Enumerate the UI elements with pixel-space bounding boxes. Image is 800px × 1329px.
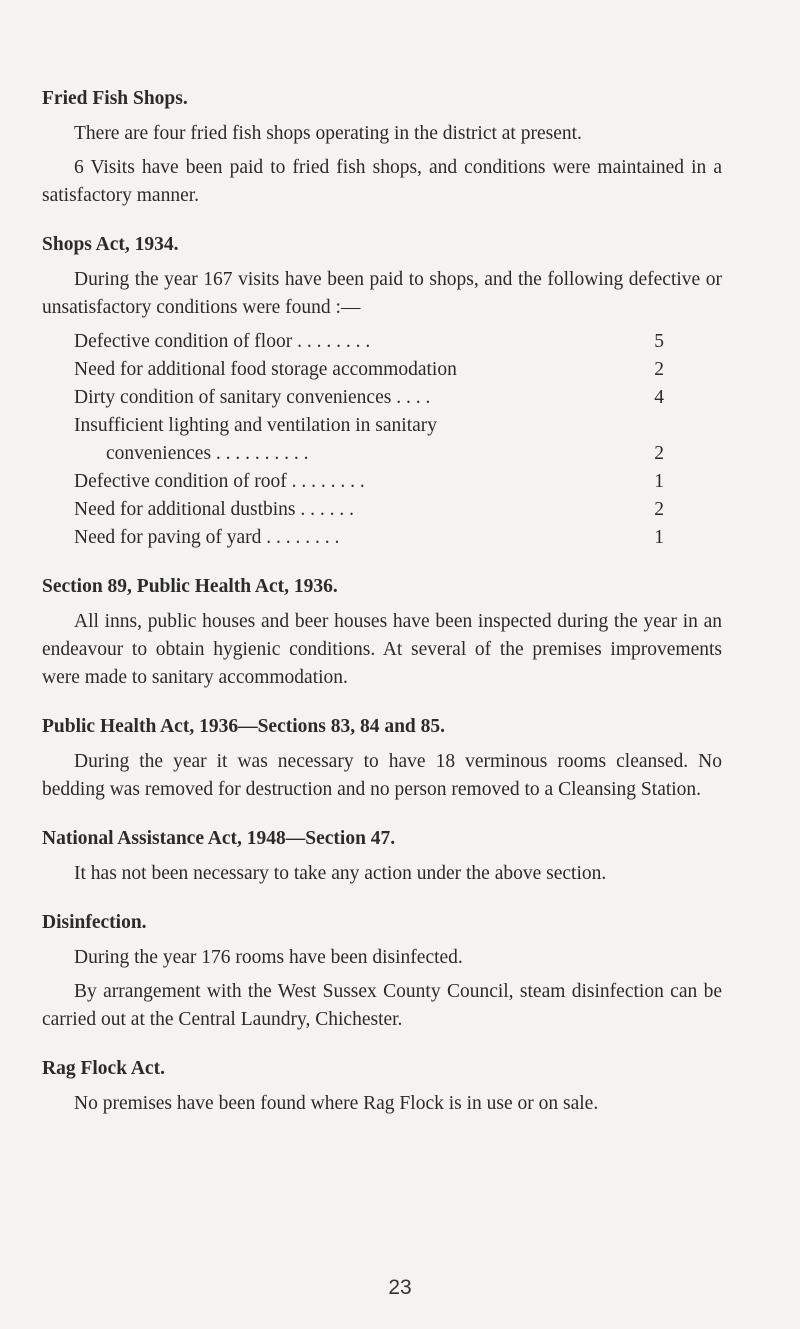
section-shops-act	[42, 232, 722, 552]
section-national-assistance-act	[42, 826, 722, 888]
section-heading: Rag Flock Act.	[42, 1058, 165, 1079]
list-item	[74, 524, 664, 552]
item-count: 5	[654, 331, 664, 352]
paragraph: 6 Visits have been paid to fried fish shops, and conditions were maintained in a satisfactory manner.	[42, 157, 722, 206]
item-label: Dirty condition of sanitary conveniences . . . .	[74, 387, 431, 408]
item-label: Need for additional food storage accommodation	[74, 359, 457, 380]
paragraph: All inns, public houses and beer houses have been inspected during the year in an endeavour to obtain hygienic conditions. At several of the premises improvements were made to sanitary accommodation.	[42, 611, 722, 688]
list-item	[74, 468, 664, 496]
section-public-health-act-s83-85	[42, 714, 722, 804]
item-label-line: Insufficient lighting and ventilation in sanitary	[74, 415, 438, 436]
section-fried-fish-shops	[42, 86, 722, 210]
item-count: 4	[654, 387, 664, 408]
item-label: Defective condition of floor . . . . . . . .	[74, 331, 371, 352]
section-rag-flock-act	[42, 1056, 722, 1118]
conditions-list	[74, 328, 664, 552]
item-count: 1	[654, 527, 664, 548]
list-item	[74, 496, 664, 524]
item-count: 2	[654, 499, 664, 520]
paragraph: During the year 167 visits have been paid to shops, and the following defective or unsatisfactory conditions were found :—	[42, 269, 722, 318]
item-label-continuation: conveniences . . . . . . . . . .	[106, 443, 309, 464]
section-heading: Fried Fish Shops.	[42, 88, 188, 109]
page-number: 23	[388, 1276, 412, 1299]
list-item	[74, 384, 664, 412]
list-item	[74, 412, 664, 468]
paragraph: During the year 176 rooms have been disinfected.	[74, 947, 463, 968]
section-heading: National Assistance Act, 1948—Section 47.	[42, 828, 396, 849]
section-heading: Shops Act, 1934.	[42, 234, 179, 255]
item-label: Need for additional dustbins . . . . . .	[74, 499, 354, 520]
item-count: 2	[654, 359, 664, 380]
list-item	[74, 356, 664, 384]
paragraph: It has not been necessary to take any action under the above section.	[74, 863, 607, 884]
page-content	[42, 86, 722, 1140]
item-label: Need for paving of yard . . . . . . . .	[74, 527, 340, 548]
section-heading: Public Health Act, 1936—Sections 83, 84 and 85.	[42, 716, 446, 737]
section-heading: Disinfection.	[42, 912, 147, 933]
list-item	[74, 328, 664, 356]
paragraph: During the year it was necessary to have 18 verminous rooms cleansed. No bedding was removed for destruction and no person removed to a Cleansing Station.	[42, 751, 722, 800]
paragraph: No premises have been found where Rag Flock is in use or on sale.	[74, 1093, 599, 1114]
section-heading: Section 89, Public Health Act, 1936.	[42, 576, 338, 597]
section-public-health-act-s89	[42, 574, 722, 692]
item-count: 1	[654, 471, 664, 492]
item-label: Defective condition of roof . . . . . . . .	[74, 471, 365, 492]
item-count: 2	[654, 443, 664, 464]
paragraph: There are four fried fish shops operating in the district at present.	[74, 123, 582, 144]
item-label	[74, 412, 640, 468]
paragraph: By arrangement with the West Sussex County Council, steam disinfection can be carried out at the Central Laundry, Chichester.	[42, 981, 722, 1030]
section-disinfection	[42, 910, 722, 1034]
